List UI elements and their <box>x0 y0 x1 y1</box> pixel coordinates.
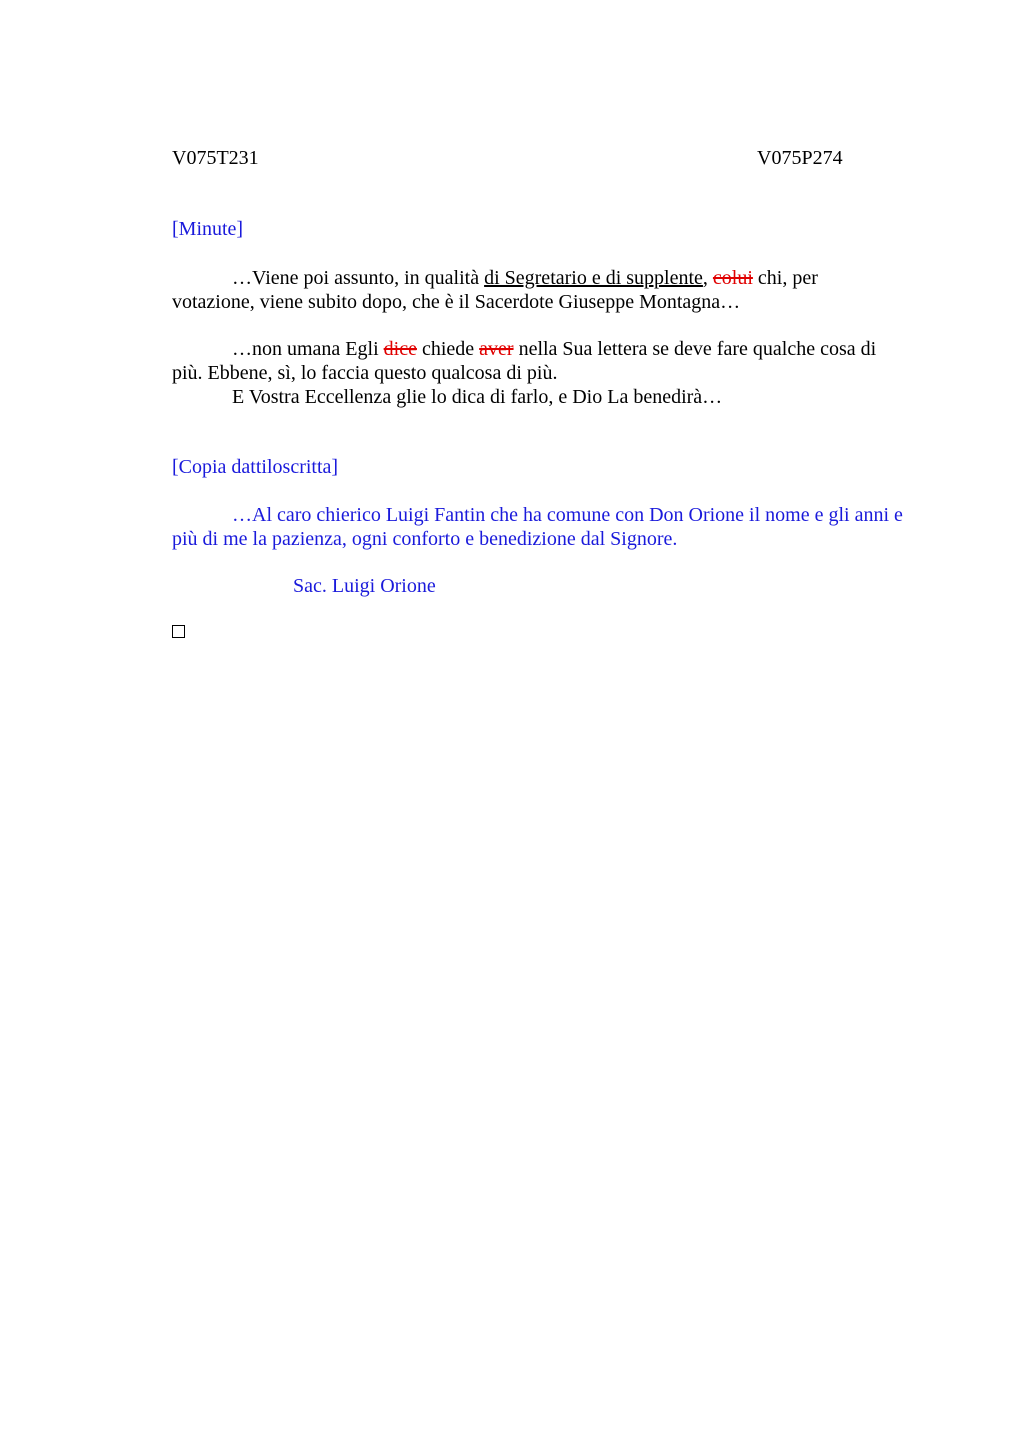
deleted-text: aver <box>479 338 514 360</box>
text-segment: , <box>702 267 713 289</box>
minute-paragraph-1-line-2: votazione, viene subito dopo, che è il Sacerdote Giuseppe Montagna… <box>172 291 741 313</box>
text-segment: chiede <box>416 338 480 360</box>
document-code-left: V075T231 <box>172 147 259 169</box>
copia-heading: [Copia dattiloscritta] <box>172 456 339 478</box>
copia-paragraph-line-1: …Al caro chierico Luigi Fantin che ha comune con Don Orione il nome e gli anni e <box>232 504 903 526</box>
copia-paragraph-line-2: più di me la pazienza, ogni conforto e benedizione dal Signore. <box>172 528 678 550</box>
signature: Sac. Luigi Orione <box>293 575 436 597</box>
document-code-right: V075P274 <box>757 147 843 169</box>
minute-paragraph-2-line-2: più. Ebbene, sì, lo faccia questo qualcosa di più. <box>172 362 558 384</box>
deleted-text: dice <box>383 338 417 360</box>
minute-paragraph-1-line-1 <box>232 266 818 290</box>
deleted-text: colui <box>712 267 753 289</box>
text-segment: …Viene poi assunto, in qualità <box>232 267 485 289</box>
text-segment: chi, per <box>752 267 818 289</box>
minute-heading: [Minute] <box>172 218 244 240</box>
end-marker-box-icon <box>172 625 185 638</box>
underlined-text: di Segretario e di supplente <box>484 267 703 289</box>
text-segment: …non umana Egli <box>232 338 384 360</box>
minute-paragraph-2-line-1 <box>232 337 876 361</box>
minute-paragraph-3: E Vostra Eccellenza glie lo dica di farlo, e Dio La benedirà… <box>232 386 723 408</box>
text-segment: nella Sua lettera se deve fare qualche cosa di <box>513 338 877 360</box>
